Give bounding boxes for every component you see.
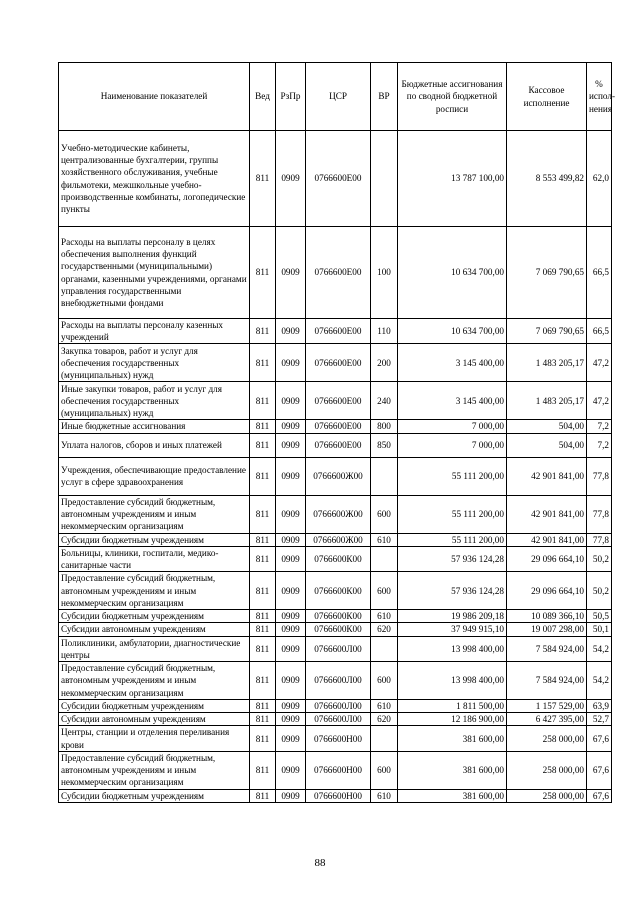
row-execution-percent: 66,5 — [587, 227, 612, 319]
row-execution-percent: 50,2 — [587, 546, 612, 571]
row-vr: 240 — [371, 382, 398, 420]
table-row — [59, 433, 612, 457]
row-ved: 811 — [250, 636, 276, 661]
row-cash-execution: 504,00 — [507, 433, 587, 457]
row-execution-percent: 67,6 — [587, 751, 612, 789]
row-cash-execution: 19 007 298,00 — [507, 623, 587, 636]
row-ved: 811 — [250, 420, 276, 433]
row-execution-percent: 77,8 — [587, 495, 612, 533]
row-budget-assignment: 3 145 400,00 — [398, 382, 507, 420]
header-ved: Вед — [250, 63, 276, 131]
row-ved: 811 — [250, 751, 276, 789]
row-execution-percent: 50,5 — [587, 610, 612, 623]
row-budget-assignment: 10 634 700,00 — [398, 227, 507, 319]
header-indicator-name: Наименование показателей — [59, 63, 250, 131]
row-csr: 0766600К00 — [306, 623, 371, 636]
row-budget-assignment: 57 936 124,28 — [398, 572, 507, 610]
row-rzpr: 0909 — [276, 319, 306, 344]
row-vr — [371, 636, 398, 661]
row-csr: 0766600Ж00 — [306, 495, 371, 533]
table-body — [59, 131, 612, 803]
row-rzpr: 0909 — [276, 636, 306, 661]
row-execution-percent: 67,6 — [587, 789, 612, 802]
table-row — [59, 700, 612, 713]
row-ved: 811 — [250, 344, 276, 382]
row-budget-assignment: 55 111 200,00 — [398, 495, 507, 533]
row-ved: 811 — [250, 789, 276, 802]
row-cash-execution: 1 483 205,17 — [507, 344, 587, 382]
table-row — [59, 420, 612, 433]
row-name: Предоставление субсидий бюджетным, автономным учреждениям и иным некоммерческим организациям — [59, 572, 250, 610]
row-csr: 0766600К00 — [306, 572, 371, 610]
table-row — [59, 495, 612, 533]
row-name: Закупка товаров, работ и услуг для обеспечения государственных (муниципальных) нужд — [59, 344, 250, 382]
row-budget-assignment: 19 986 209,18 — [398, 610, 507, 623]
row-budget-assignment: 57 936 124,28 — [398, 546, 507, 571]
table-row — [59, 662, 612, 700]
table-header-row — [59, 63, 612, 131]
row-vr: 620 — [371, 623, 398, 636]
table-row — [59, 546, 612, 571]
row-cash-execution: 7 584 924,00 — [507, 662, 587, 700]
row-budget-assignment: 1 811 500,00 — [398, 700, 507, 713]
header-execution-percent: % испол-нения — [587, 63, 612, 131]
row-rzpr: 0909 — [276, 623, 306, 636]
row-csr: 0766600Ж00 — [306, 533, 371, 546]
row-budget-assignment: 381 600,00 — [398, 751, 507, 789]
header-budget-assignments: Бюджетные ассигнования по сводной бюджетной росписи — [398, 63, 507, 131]
row-name: Расходы на выплаты персоналу в целях обеспечения выполнения функций государственными (муниципальными) органами, казенными учреждениями, органами управления государственными внебюджетными фондами — [59, 227, 250, 319]
row-ved: 811 — [250, 700, 276, 713]
row-vr — [371, 546, 398, 571]
row-rzpr: 0909 — [276, 572, 306, 610]
table-row — [59, 751, 612, 789]
row-execution-percent: 7,2 — [587, 433, 612, 457]
row-name: Субсидии автономным учреждениям — [59, 623, 250, 636]
row-execution-percent: 50,1 — [587, 623, 612, 636]
row-cash-execution: 10 089 366,10 — [507, 610, 587, 623]
row-cash-execution: 1 157 529,00 — [507, 700, 587, 713]
budget-execution-table — [58, 62, 616, 803]
row-execution-percent: 67,6 — [587, 726, 612, 751]
row-rzpr: 0909 — [276, 457, 306, 495]
row-execution-percent: 52,7 — [587, 713, 612, 726]
row-name: Субсидии бюджетным учреждениям — [59, 533, 250, 546]
table-row — [59, 533, 612, 546]
row-name: Расходы на выплаты персоналу казенных учреждений — [59, 319, 250, 344]
row-ved: 811 — [250, 546, 276, 571]
row-csr: 0766600Н00 — [306, 751, 371, 789]
row-name: Центры, станции и отделения переливания крови — [59, 726, 250, 751]
row-rzpr: 0909 — [276, 420, 306, 433]
table-row — [59, 623, 612, 636]
row-vr: 850 — [371, 433, 398, 457]
row-vr: 610 — [371, 610, 398, 623]
row-name: Субсидии автономным учреждениям — [59, 713, 250, 726]
row-ved: 811 — [250, 533, 276, 546]
row-vr — [371, 726, 398, 751]
table-row — [59, 131, 612, 227]
row-execution-percent: 62,0 — [587, 131, 612, 227]
row-csr: 0766600Е00 — [306, 433, 371, 457]
row-vr: 110 — [371, 319, 398, 344]
row-rzpr: 0909 — [276, 546, 306, 571]
row-budget-assignment: 381 600,00 — [398, 726, 507, 751]
table-row — [59, 726, 612, 751]
table-row — [59, 789, 612, 802]
header-vr: ВР — [371, 63, 398, 131]
row-rzpr: 0909 — [276, 700, 306, 713]
row-name: Учреждения, обеспечивающие предоставление услуг в сфере здравоохранения — [59, 457, 250, 495]
table-row — [59, 319, 612, 344]
table-row — [59, 572, 612, 610]
row-csr: 0766600Н00 — [306, 789, 371, 802]
row-csr: 0766600Л00 — [306, 713, 371, 726]
row-csr: 0766600Л00 — [306, 636, 371, 661]
row-cash-execution: 29 096 664,10 — [507, 572, 587, 610]
row-vr: 600 — [371, 495, 398, 533]
row-ved: 811 — [250, 495, 276, 533]
row-rzpr: 0909 — [276, 789, 306, 802]
row-ved: 811 — [250, 572, 276, 610]
row-csr: 0766600Л00 — [306, 700, 371, 713]
row-budget-assignment: 13 998 400,00 — [398, 636, 507, 661]
row-execution-percent: 47,2 — [587, 382, 612, 420]
row-ved: 811 — [250, 131, 276, 227]
row-name: Больницы, клиники, госпитали, медико-санитарные части — [59, 546, 250, 571]
row-cash-execution: 258 000,00 — [507, 751, 587, 789]
row-name: Предоставление субсидий бюджетным, автономным учреждениям и иным некоммерческим организациям — [59, 495, 250, 533]
table-row — [59, 713, 612, 726]
row-ved: 811 — [250, 662, 276, 700]
row-name: Предоставление субсидий бюджетным, автономным учреждениям и иным некоммерческим организациям — [59, 662, 250, 700]
row-name: Предоставление субсидий бюджетным, автономным учреждениям и иным некоммерческим организациям — [59, 751, 250, 789]
row-vr: 610 — [371, 700, 398, 713]
row-execution-percent: 50,2 — [587, 572, 612, 610]
row-csr: 0766600К00 — [306, 610, 371, 623]
row-vr: 610 — [371, 533, 398, 546]
header-cash-execution: Кассовое исполнение — [507, 63, 587, 131]
row-cash-execution: 42 901 841,00 — [507, 533, 587, 546]
row-cash-execution: 42 901 841,00 — [507, 457, 587, 495]
header-rzpr: РзПр — [276, 63, 306, 131]
row-csr: 0766600Е00 — [306, 131, 371, 227]
row-rzpr: 0909 — [276, 726, 306, 751]
row-cash-execution: 29 096 664,10 — [507, 546, 587, 571]
row-ved: 811 — [250, 457, 276, 495]
row-csr: 0766600Е00 — [306, 382, 371, 420]
row-budget-assignment: 37 949 915,10 — [398, 623, 507, 636]
row-rzpr: 0909 — [276, 495, 306, 533]
table-row — [59, 610, 612, 623]
table-row — [59, 636, 612, 661]
row-name: Иные закупки товаров, работ и услуг для обеспечения государственных (муниципальных) нужд — [59, 382, 250, 420]
row-rzpr: 0909 — [276, 433, 306, 457]
row-budget-assignment: 13 787 100,00 — [398, 131, 507, 227]
row-ved: 811 — [250, 726, 276, 751]
row-budget-assignment: 10 634 700,00 — [398, 319, 507, 344]
row-name: Уплата налогов, сборов и иных платежей — [59, 433, 250, 457]
row-cash-execution: 504,00 — [507, 420, 587, 433]
row-rzpr: 0909 — [276, 227, 306, 319]
row-csr: 0766600К00 — [306, 546, 371, 571]
row-vr — [371, 131, 398, 227]
header-csr: ЦСР — [306, 63, 371, 131]
row-rzpr: 0909 — [276, 344, 306, 382]
row-rzpr: 0909 — [276, 662, 306, 700]
row-rzpr: 0909 — [276, 713, 306, 726]
row-cash-execution: 7 069 790,65 — [507, 227, 587, 319]
row-ved: 811 — [250, 623, 276, 636]
row-csr: 0766600Н00 — [306, 726, 371, 751]
row-cash-execution: 258 000,00 — [507, 726, 587, 751]
row-name: Учебно-методические кабинеты, централизованные бухгалтерии, группы хозяйственного обслуживания, учебные фильмотеки, межшкольные учебно-производственные комбинаты, логопедические пункты — [59, 131, 250, 227]
row-csr: 0766600Е00 — [306, 420, 371, 433]
row-csr: 0766600Е00 — [306, 344, 371, 382]
table-row — [59, 457, 612, 495]
row-vr — [371, 457, 398, 495]
row-budget-assignment: 55 111 200,00 — [398, 457, 507, 495]
row-execution-percent: 77,8 — [587, 457, 612, 495]
row-name: Иные бюджетные ассигнования — [59, 420, 250, 433]
row-cash-execution: 7 584 924,00 — [507, 636, 587, 661]
row-ved: 811 — [250, 319, 276, 344]
row-rzpr: 0909 — [276, 610, 306, 623]
row-vr: 100 — [371, 227, 398, 319]
row-budget-assignment: 381 600,00 — [398, 789, 507, 802]
row-name: Субсидии бюджетным учреждениям — [59, 610, 250, 623]
row-vr: 600 — [371, 572, 398, 610]
row-execution-percent: 54,2 — [587, 636, 612, 661]
row-execution-percent: 47,2 — [587, 344, 612, 382]
row-cash-execution: 258 000,00 — [507, 789, 587, 802]
row-name: Субсидии бюджетным учреждениям — [59, 789, 250, 802]
row-name: Субсидии бюджетным учреждениям — [59, 700, 250, 713]
row-rzpr: 0909 — [276, 382, 306, 420]
row-csr: 0766600Е00 — [306, 227, 371, 319]
row-cash-execution: 8 553 499,82 — [507, 131, 587, 227]
row-vr: 600 — [371, 662, 398, 700]
row-csr: 0766600Л00 — [306, 662, 371, 700]
row-csr: 0766600Е00 — [306, 319, 371, 344]
row-vr: 800 — [371, 420, 398, 433]
row-cash-execution: 42 901 841,00 — [507, 495, 587, 533]
table-row — [59, 382, 612, 420]
row-cash-execution: 1 483 205,17 — [507, 382, 587, 420]
row-budget-assignment: 12 186 900,00 — [398, 713, 507, 726]
row-vr: 610 — [371, 789, 398, 802]
row-ved: 811 — [250, 433, 276, 457]
row-ved: 811 — [250, 382, 276, 420]
row-ved: 811 — [250, 227, 276, 319]
row-cash-execution: 6 427 395,00 — [507, 713, 587, 726]
row-budget-assignment: 7 000,00 — [398, 420, 507, 433]
row-execution-percent: 54,2 — [587, 662, 612, 700]
row-vr: 200 — [371, 344, 398, 382]
row-execution-percent: 63,9 — [587, 700, 612, 713]
row-ved: 811 — [250, 713, 276, 726]
row-rzpr: 0909 — [276, 751, 306, 789]
table-row — [59, 344, 612, 382]
row-name: Поликлиники, амбулатории, диагностические центры — [59, 636, 250, 661]
row-execution-percent: 7,2 — [587, 420, 612, 433]
row-cash-execution: 7 069 790,65 — [507, 319, 587, 344]
row-vr: 600 — [371, 751, 398, 789]
row-budget-assignment: 55 111 200,00 — [398, 533, 507, 546]
row-csr: 0766600Ж00 — [306, 457, 371, 495]
row-ved: 811 — [250, 610, 276, 623]
row-budget-assignment: 13 998 400,00 — [398, 662, 507, 700]
row-rzpr: 0909 — [276, 533, 306, 546]
row-execution-percent: 66,5 — [587, 319, 612, 344]
row-budget-assignment: 7 000,00 — [398, 433, 507, 457]
table-row — [59, 227, 612, 319]
row-rzpr: 0909 — [276, 131, 306, 227]
row-vr: 620 — [371, 713, 398, 726]
row-budget-assignment: 3 145 400,00 — [398, 344, 507, 382]
page-number: 88 — [314, 857, 326, 869]
row-execution-percent: 77,8 — [587, 533, 612, 546]
